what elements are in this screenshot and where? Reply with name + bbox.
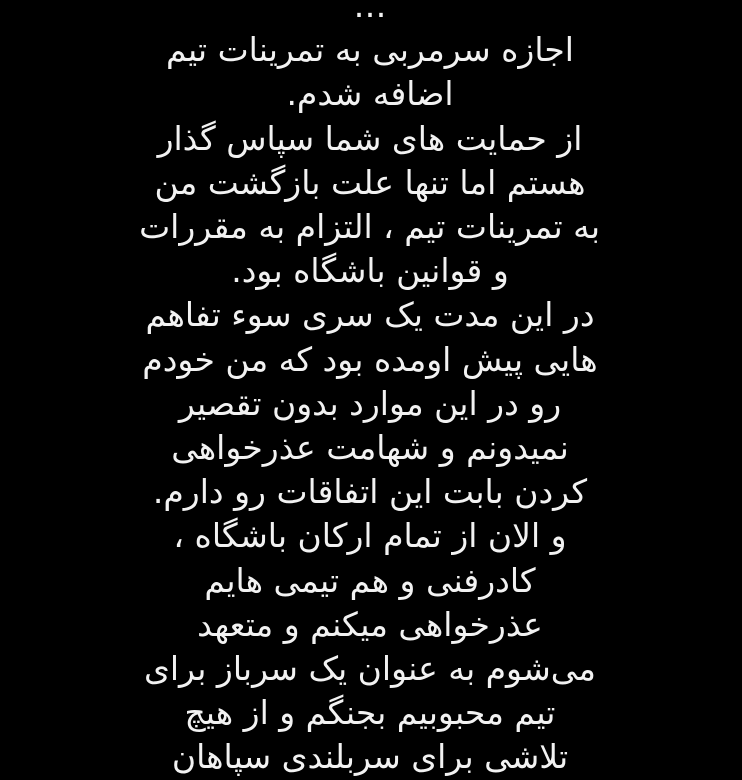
story-line: و الان از تمام ارکان باشگاه ، xyxy=(173,516,567,556)
story-line: عذرخواهی میکنم و متعهد xyxy=(197,604,543,644)
story-line: رو در این موارد بدون تقصیر xyxy=(178,383,562,423)
story-line: به تمرینات تیم ، التزام به مقررات xyxy=(139,207,600,247)
story-line: می‌شوم به عنوان یک سرباز برای xyxy=(144,649,596,689)
story-line: تلاشی برای سربلندی سپاهان xyxy=(171,737,569,777)
story-line: از حمایت های شما سپاس گذار xyxy=(157,118,583,158)
story-text xyxy=(140,0,600,780)
story-line: … xyxy=(353,0,387,25)
story-line: هایی پیش اومده بود که من خودم xyxy=(142,339,598,379)
story-line: نمیدونم و شهامت عذرخواهی xyxy=(171,428,569,468)
story-line: تیم محبوبیم بجنگم و از هیچ xyxy=(184,693,556,733)
story-line: و قوانین باشگاه بود. xyxy=(231,251,509,291)
story-line: هستم اما تنها علت بازگشت من xyxy=(154,162,586,202)
story-line: کادرفنی و هم تیمی هایم xyxy=(204,560,536,600)
story-line: در این مدت یک سری سوء تفاهم xyxy=(145,295,595,335)
story-line: کردن بابت این اتفاقات رو دارم. xyxy=(152,472,588,512)
story-line: اضافه شدم. xyxy=(286,74,454,114)
story-line: اجازه سرمربی به تمرینات تیم xyxy=(166,30,574,70)
